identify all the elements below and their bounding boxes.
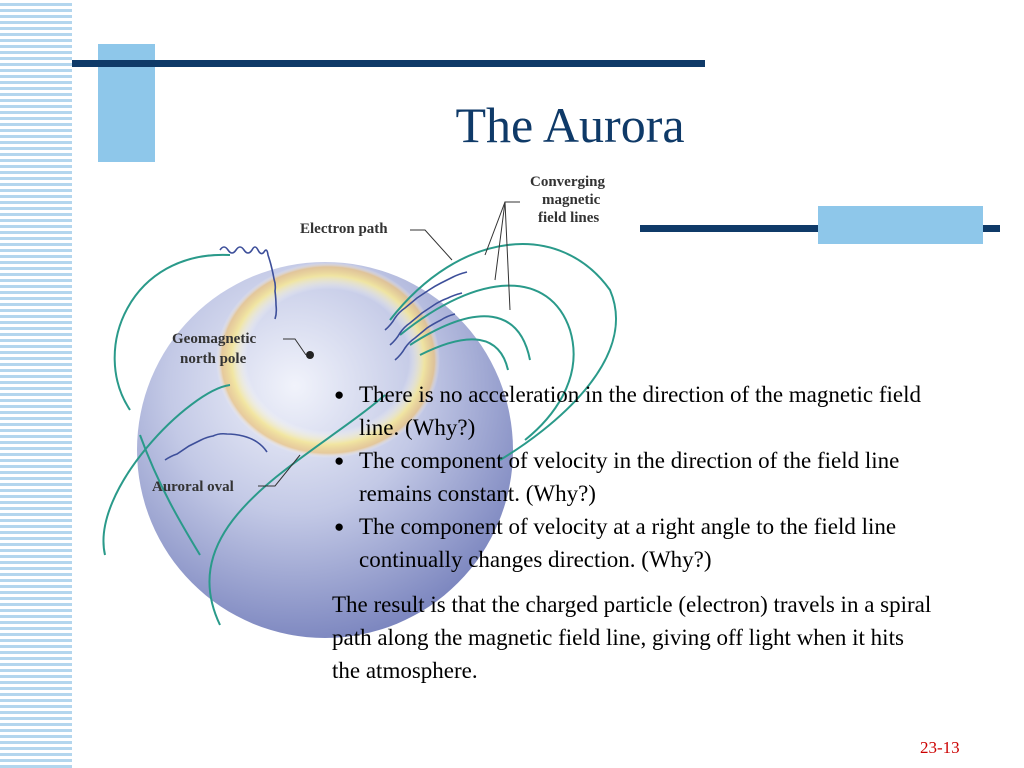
bullet-list — [332, 378, 932, 576]
bullet-icon: ● — [334, 385, 345, 404]
slide-number: 23-13 — [920, 738, 960, 757]
label-auroral-oval: Auroral oval — [152, 479, 234, 495]
label-converging-line2: magnetic — [542, 192, 601, 208]
bullet-item — [332, 378, 932, 444]
bullet-icon: ● — [334, 517, 345, 536]
bullet-item — [332, 444, 932, 510]
bullet-text: The component of velocity in the direction of the field line remains constant. (Why?) — [359, 448, 900, 506]
bullet-item — [332, 510, 932, 576]
label-geomagnetic-line1: Geomagnetic — [172, 331, 257, 347]
result-paragraph: The result is that the charged particle (electron) travels in a spiral path along the magnetic field line, giving off light when it hits the atmosphere. — [332, 592, 932, 683]
slide-title: The Aurora — [455, 97, 685, 153]
label-converging-line1: Converging — [530, 174, 605, 190]
bullet-text: The component of velocity at a right angle to the field line continually changes direction. (Why?) — [359, 514, 897, 572]
label-converging-line3: field lines — [538, 210, 600, 226]
bullet-icon: ● — [334, 451, 345, 470]
bullet-text: There is no acceleration in the direction of the magnetic field line. (Why?) — [359, 382, 921, 440]
geomagnetic-pole-dot — [306, 351, 314, 359]
explanation-text — [332, 378, 932, 687]
label-geomagnetic-line2: north pole — [180, 351, 247, 367]
top-rule — [72, 60, 705, 67]
label-electron-path: Electron path — [300, 221, 388, 237]
decorative-stripe-strip — [0, 0, 72, 768]
accent-block-right — [818, 206, 983, 244]
